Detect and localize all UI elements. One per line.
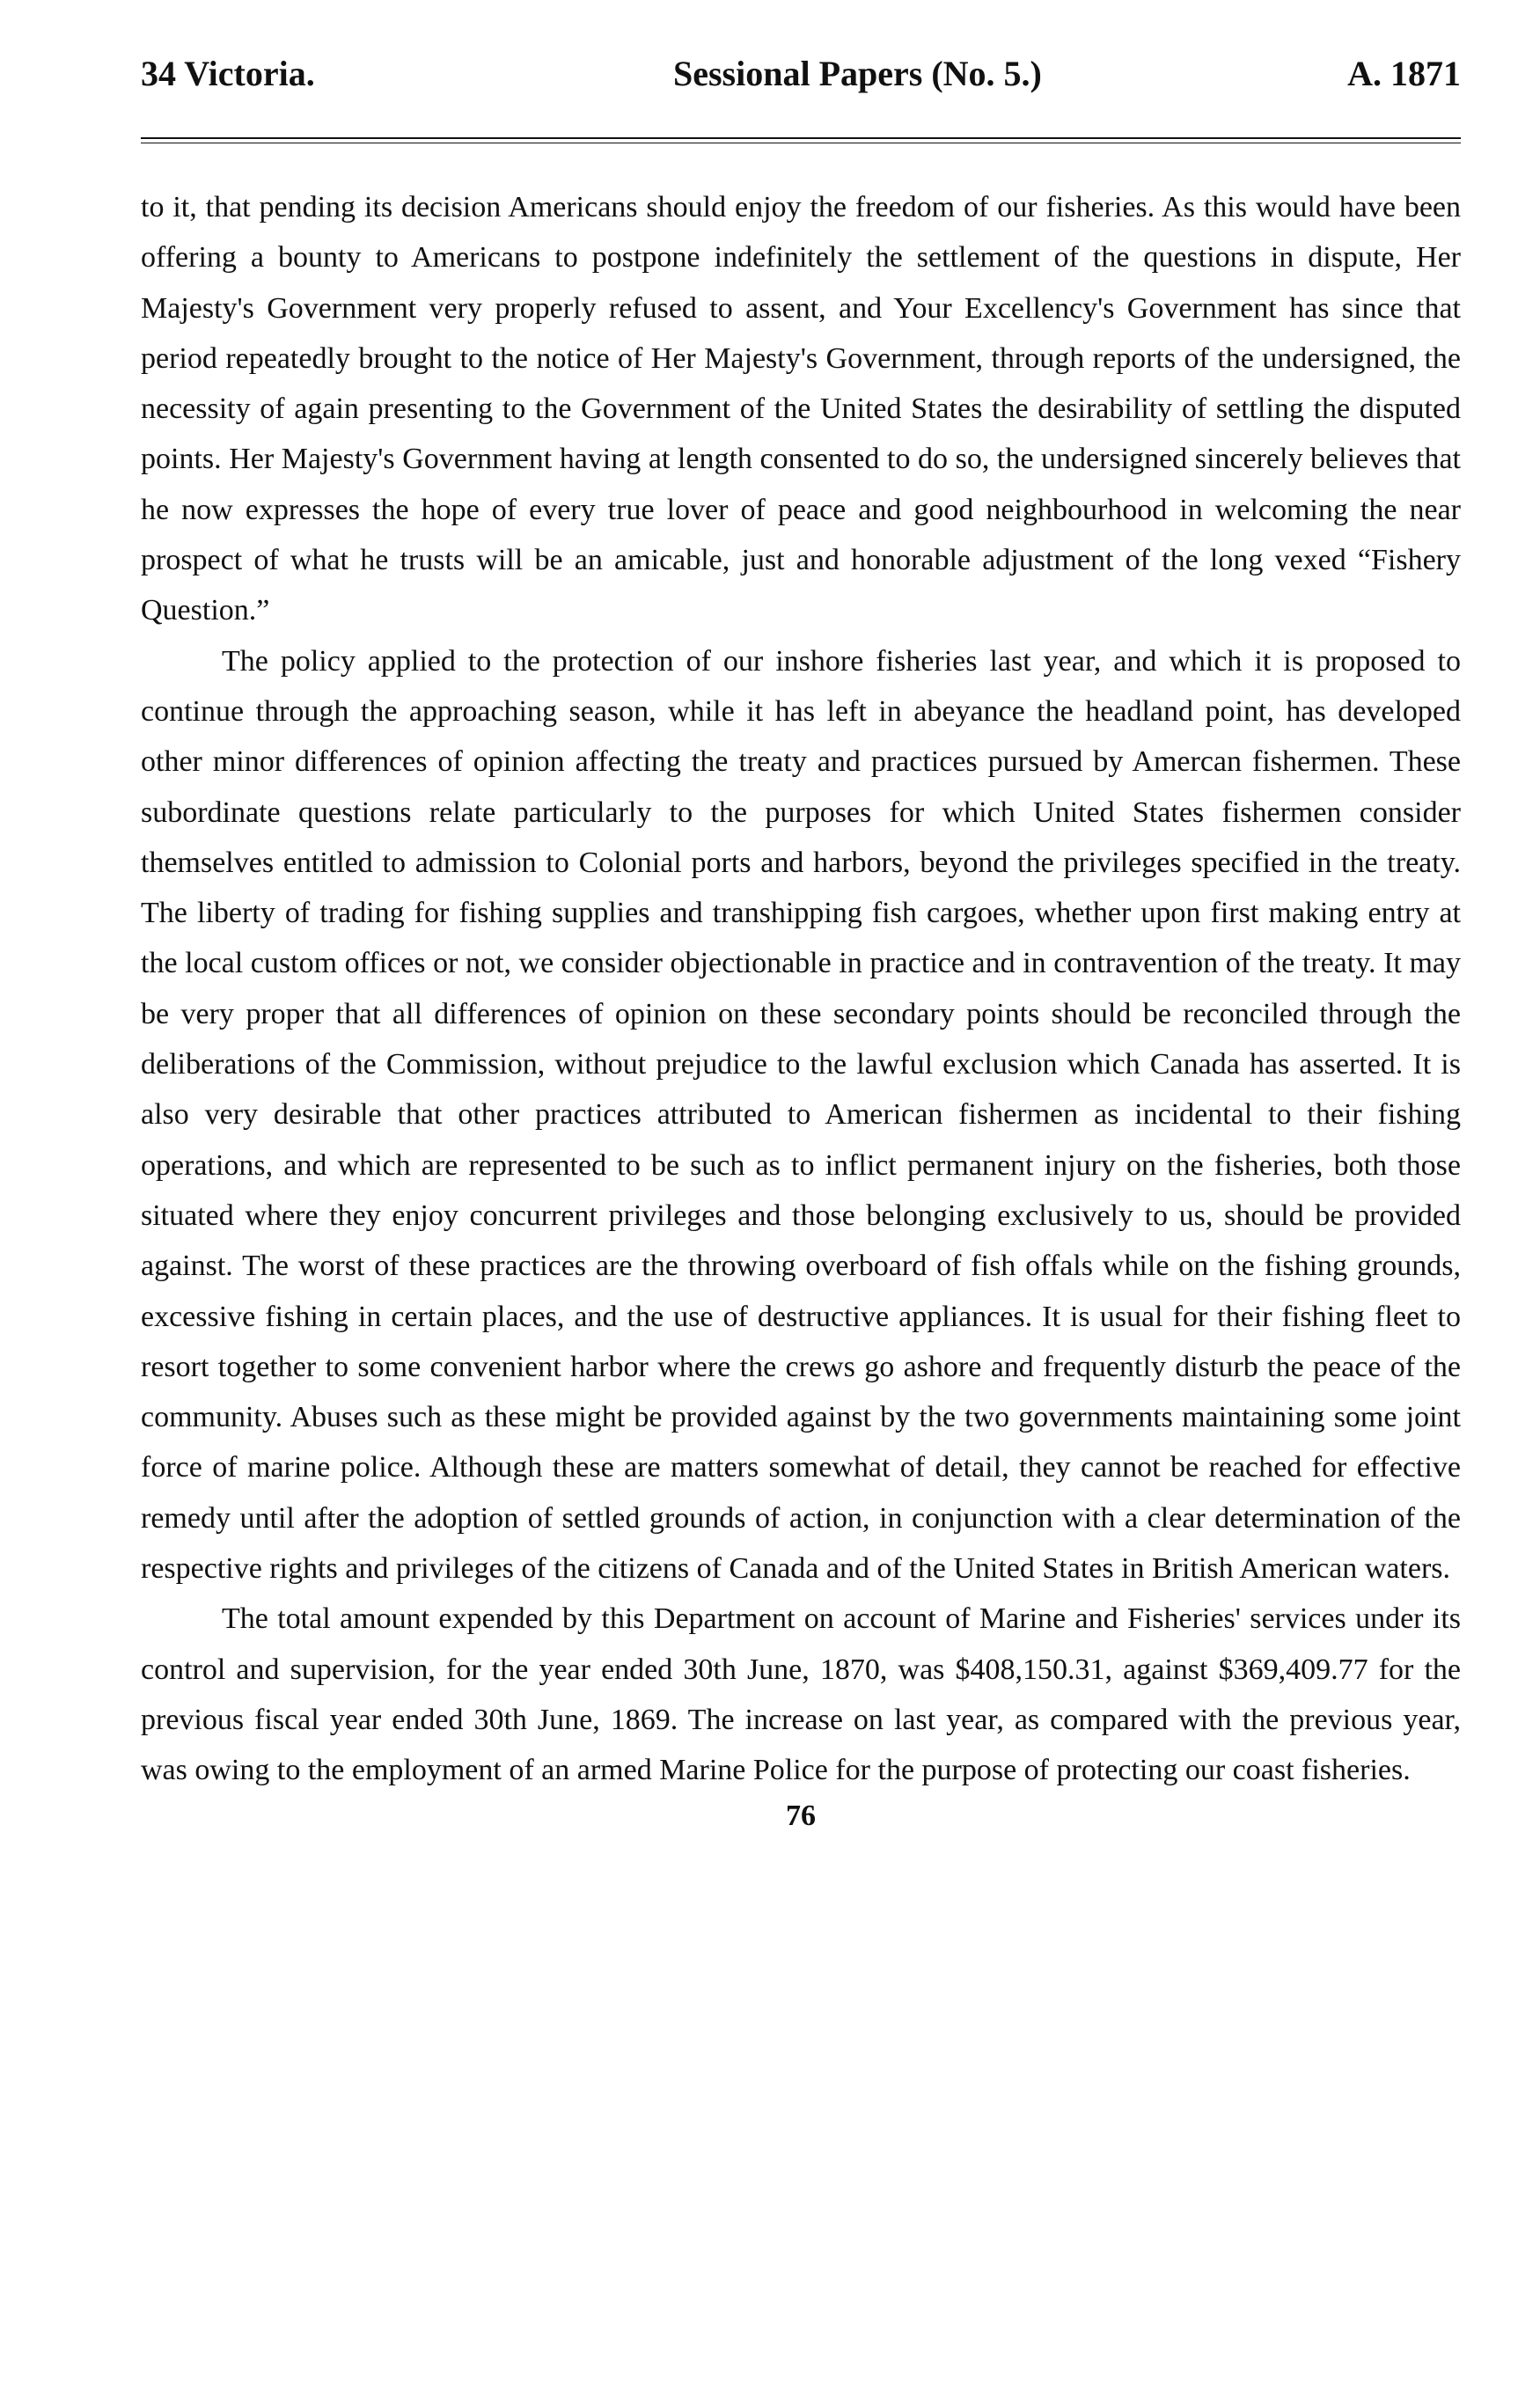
paragraph-2: The policy applied to the protection of our inshore fisheries last year, and which it is proposed to continue through the approaching season, while it has left in abeyance the headland point, has developed other minor differences of opinion affecting the treaty and practices pursued by Amercan fishermen. These subordinate questions relate particularly to the purposes for which United States fishermen consider themselves entitled to admission to Colonial ports and harbors, beyond the privileges specified in the treaty. The liberty of trading for fishing supplies and transhipping fish cargoes, whether upon first making entry at the local custom offices or not, we consider objectionable in practice and in contravention of the treaty. It may be very proper that all differences of opinion on these secondary points should be reconciled through the deliberations of the Commission, without prejudice to the lawful exclusion which Canada has asserted. It is also very desirable that other practices attributed to American fishermen as incidental to their fishing operations, and which are represented to be such as to inflict permanent injury on the fisheries, both those situated where they enjoy concurrent privileges and those belonging exclusively to us, should be provided against. The worst of these practices are the throwing overboard of fish offals while on the fishing grounds, excessive fishing in certain places, and the use of destructive appliances. It is usual for their fishing fleet to resort together to some convenient harbor where the crews go ashore and frequently disturb the peace of the community. Abuses such as these might be provided against by the two governments maintaining some joint force of marine police. Although these are matters somewhat of detail, they cannot be reached for effective remedy until after the adoption of settled grounds of action, in conjunction with a clear determination of the respective rights and privileges of the citizens of Canada and of the United States in British American waters. (141, 644, 1461, 1586)
document-page (141, 53, 1461, 1833)
paragraph-3: The total amount expended by this Department on account of Marine and Fisheries' services under its control and supervision, for the year ended 30th June, 1870, was $408,150.31, against $369,409.77 for the previous fiscal year ended 30th June, 1869. The increase on last year, as compared with the previous year, was owing to the employment of an armed Marine Police for the purpose of protecting our coast fisheries. (141, 1602, 1461, 1787)
page-number: 76 (786, 1799, 816, 1832)
page-header (141, 53, 1461, 106)
header-year: A. 1871 (1347, 54, 1461, 93)
header-volume: 34 Victoria. (141, 54, 315, 93)
header-rule (141, 137, 1461, 143)
header-series: Sessional Papers (No. 5.) (672, 54, 1042, 93)
paragraph-1: to it, that pending its decision Americans should enjoy the freedom of our fisheries. As this would have been offering a bounty to Americans to postpone indefinitely the settlement of the questions in dispute, Her Majesty's Government very properly refused to assent, and Your Excellency's Government has since that period repeatedly brought to the notice of Her Majesty's Government, through reports of the undersigned, the necessity of again presenting to the Government of the United States the desirability of settling the disputed points. Her Majesty's Government having at length consented to do so, the undersigned sincerely believes that he now expresses the hope of every true lover of peace and good neighbourhood in welcoming the near prospect of what he trusts will be an amicable, just and honorable adjustment of the long vexed “Fishery Question.” (141, 191, 1461, 627)
document-body (141, 182, 1461, 1796)
